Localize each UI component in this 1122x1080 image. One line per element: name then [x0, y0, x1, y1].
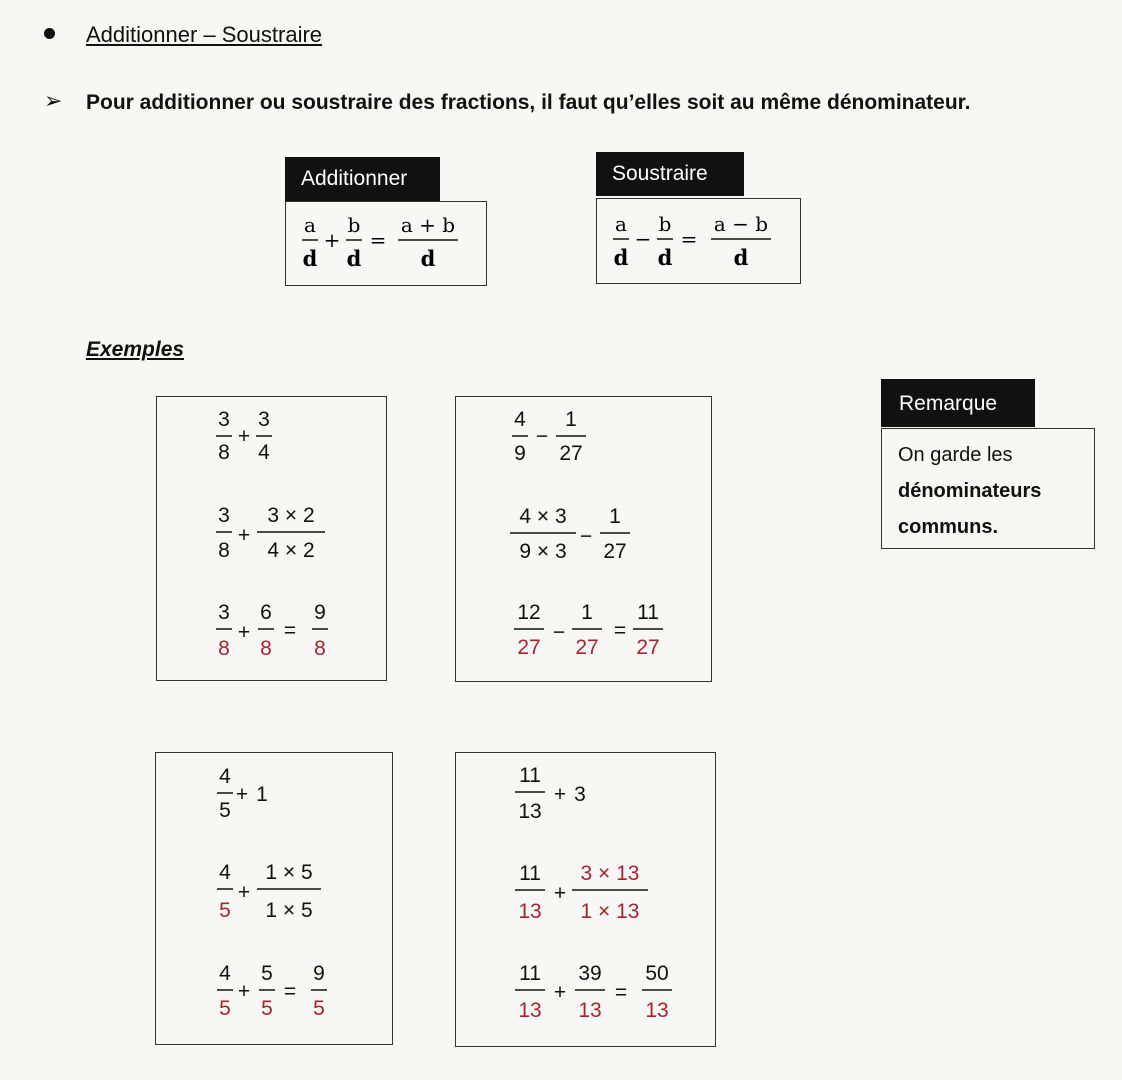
- svg-text:3 × 2: 3 × 2: [267, 504, 315, 527]
- svg-text:3: 3: [258, 408, 270, 431]
- svg-text:=: =: [613, 619, 627, 642]
- svg-text:3: 3: [218, 408, 230, 431]
- svg-text:d: d: [613, 245, 629, 270]
- svg-text:27: 27: [575, 636, 599, 659]
- svg-text:9: 9: [514, 442, 526, 465]
- svg-text:4 × 3: 4 × 3: [519, 505, 567, 528]
- sub-formula: [597, 199, 800, 283]
- svg-text:11: 11: [637, 601, 659, 624]
- bullet-icon: [44, 28, 55, 39]
- svg-text:9: 9: [314, 601, 326, 624]
- svg-text:d: d: [420, 246, 436, 271]
- svg-text:4: 4: [219, 765, 231, 788]
- svg-text:+: +: [553, 882, 567, 905]
- svg-text:4 × 2: 4 × 2: [267, 539, 315, 562]
- svg-text:=: =: [680, 227, 698, 251]
- svg-text:1 × 5: 1 × 5: [265, 899, 313, 922]
- svg-text:13: 13: [578, 999, 602, 1022]
- svg-text:b: b: [347, 213, 361, 237]
- remark-line-3: communs.: [898, 516, 999, 538]
- svg-text:−: −: [579, 525, 593, 548]
- remark-line-2: dénominateurs: [898, 480, 1042, 502]
- section-title: Additionner – Soustraire: [86, 22, 323, 47]
- svg-text:d: d: [302, 246, 318, 271]
- svg-text:11: 11: [519, 862, 541, 885]
- svg-text:+: +: [323, 228, 341, 252]
- svg-text:13: 13: [518, 900, 542, 923]
- svg-text:4: 4: [514, 408, 526, 431]
- svg-text:1: 1: [565, 408, 577, 431]
- svg-text:5: 5: [219, 799, 231, 822]
- svg-text:11: 11: [519, 962, 541, 985]
- svg-text:13: 13: [645, 999, 669, 1022]
- svg-text:5: 5: [261, 997, 273, 1020]
- svg-text:a − b: a − b: [713, 212, 769, 236]
- example-1-math: [157, 397, 386, 680]
- svg-text:1 × 5: 1 × 5: [265, 861, 313, 884]
- remark-label: Remarque: [881, 379, 1035, 427]
- svg-text:9 × 3: 9 × 3: [519, 540, 567, 563]
- svg-text:a: a: [615, 212, 627, 236]
- add-formula: [286, 202, 486, 285]
- svg-text:8: 8: [218, 539, 230, 562]
- svg-text:6: 6: [260, 601, 272, 624]
- sub-formula-box: [596, 198, 801, 284]
- example-2-math: [456, 397, 711, 681]
- example-3-math: [156, 753, 392, 1044]
- sub-formula-label: Soustraire: [596, 152, 744, 196]
- arrow-bullet-icon: ➢: [44, 88, 63, 113]
- svg-text:+: +: [237, 621, 251, 644]
- svg-text:1: 1: [581, 601, 593, 624]
- svg-text:a + b: a + b: [400, 213, 456, 237]
- add-formula-box: [285, 201, 487, 286]
- svg-text:8: 8: [260, 637, 272, 660]
- svg-text:5: 5: [261, 962, 273, 985]
- svg-text:5: 5: [219, 899, 231, 922]
- svg-text:a: a: [304, 213, 316, 237]
- svg-text:−: −: [634, 227, 652, 251]
- svg-text:+: +: [553, 981, 567, 1004]
- svg-text:5: 5: [313, 997, 325, 1020]
- svg-text:13: 13: [518, 999, 542, 1022]
- svg-text:=: =: [369, 228, 387, 252]
- svg-text:−: −: [535, 425, 549, 448]
- svg-text:4: 4: [219, 861, 231, 884]
- svg-text:3: 3: [574, 783, 586, 806]
- examples-heading: Exemples: [86, 338, 185, 361]
- svg-text:39: 39: [578, 962, 602, 985]
- svg-text:1: 1: [256, 783, 268, 806]
- svg-text:5: 5: [219, 997, 231, 1020]
- svg-text:4: 4: [258, 441, 270, 464]
- svg-text:d: d: [657, 245, 673, 270]
- example-box-1: [156, 396, 387, 681]
- add-formula-label: Additionner: [285, 157, 440, 201]
- svg-text:8: 8: [218, 441, 230, 464]
- svg-text:27: 27: [636, 636, 660, 659]
- svg-text:8: 8: [218, 637, 230, 660]
- svg-text:3: 3: [218, 504, 230, 527]
- example-box-2: [455, 396, 712, 682]
- svg-text:+: +: [235, 783, 249, 806]
- svg-text:4: 4: [219, 962, 231, 985]
- svg-text:13: 13: [518, 800, 542, 823]
- svg-text:d: d: [346, 246, 362, 271]
- svg-text:=: =: [283, 619, 297, 642]
- svg-text:3 × 13: 3 × 13: [580, 862, 640, 885]
- svg-text:b: b: [658, 212, 672, 236]
- svg-text:12: 12: [517, 601, 541, 624]
- svg-text:27: 27: [559, 442, 583, 465]
- svg-text:−: −: [552, 621, 566, 644]
- svg-text:+: +: [553, 783, 567, 806]
- svg-text:27: 27: [603, 540, 627, 563]
- svg-text:9: 9: [313, 962, 325, 985]
- remark-box: [881, 428, 1095, 549]
- svg-text:+: +: [237, 980, 251, 1003]
- rule-statement: Pour additionner ou soustraire des fractions, il faut qu’elles soit au même dénominateur.: [86, 91, 971, 114]
- svg-text:11: 11: [519, 764, 541, 787]
- example-4-math: [456, 753, 715, 1046]
- remark-line-1: On garde les: [898, 444, 1013, 466]
- svg-text:+: +: [237, 425, 251, 448]
- svg-text:27: 27: [517, 636, 541, 659]
- svg-text:3: 3: [218, 601, 230, 624]
- svg-text:8: 8: [314, 637, 326, 660]
- svg-text:+: +: [237, 881, 251, 904]
- svg-text:1: 1: [609, 505, 621, 528]
- svg-text:+: +: [237, 524, 251, 547]
- example-box-3: [155, 752, 393, 1045]
- svg-text:d: d: [733, 245, 749, 270]
- svg-text:=: =: [614, 981, 628, 1004]
- example-box-4: [455, 752, 716, 1047]
- svg-text:50: 50: [645, 962, 669, 985]
- svg-text:1 × 13: 1 × 13: [580, 900, 640, 923]
- svg-text:=: =: [283, 980, 297, 1003]
